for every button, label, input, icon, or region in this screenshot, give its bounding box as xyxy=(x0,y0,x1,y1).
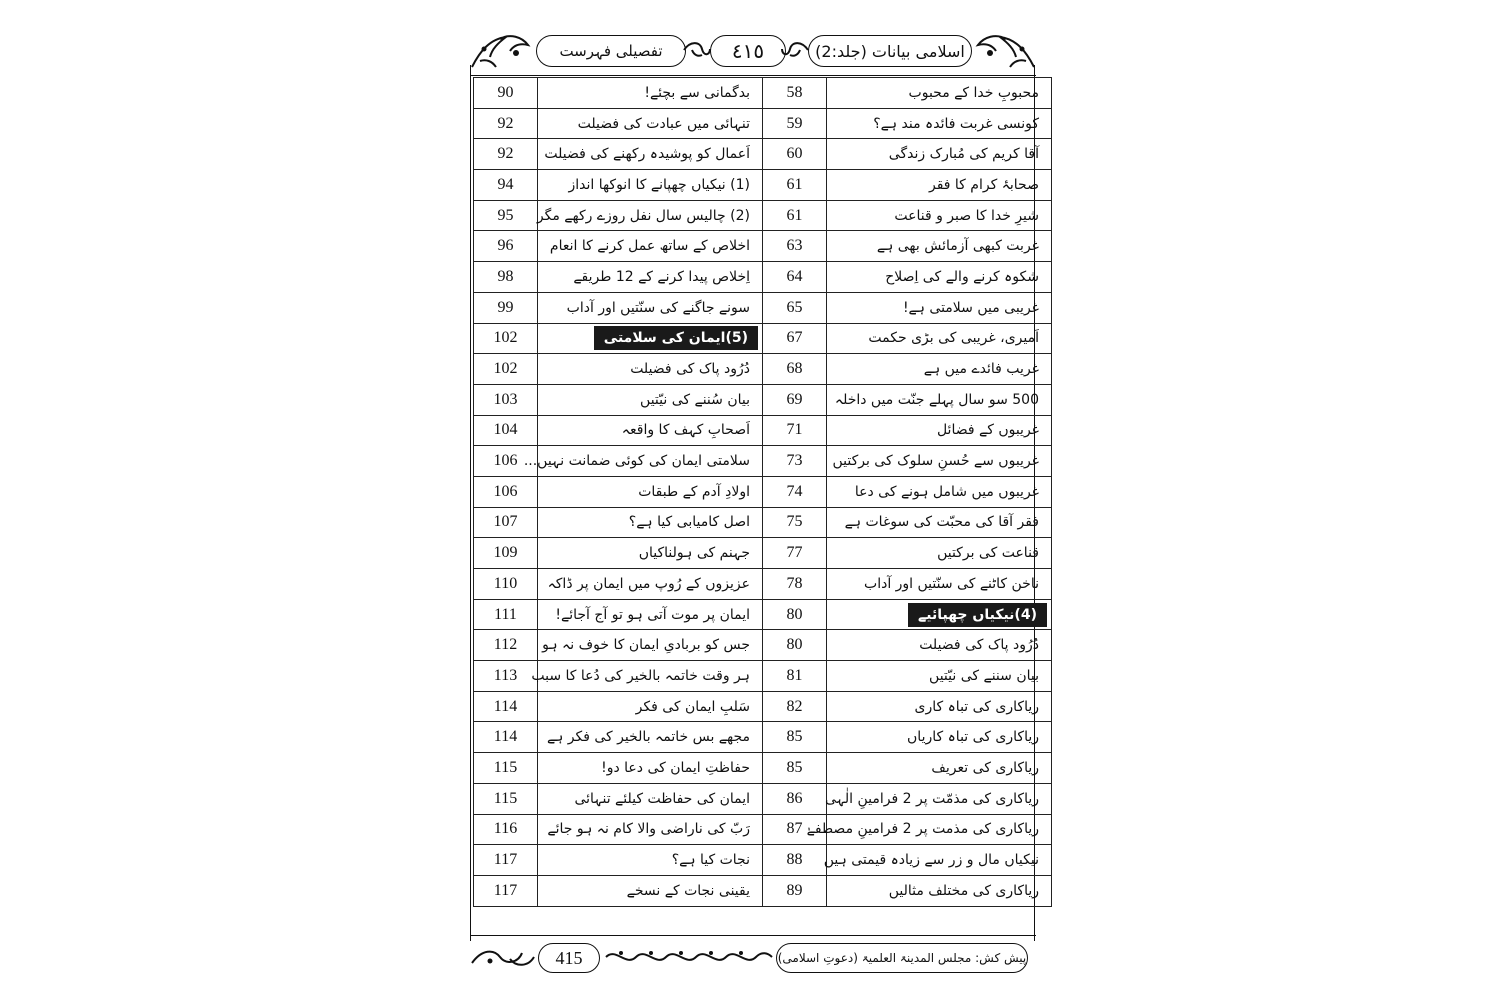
toc-page-number: 85 xyxy=(763,722,827,753)
toc-page-number: 99 xyxy=(474,292,538,323)
toc-page-number: 60 xyxy=(763,139,827,170)
toc-row xyxy=(474,661,1052,692)
toc-entry-title: سَلبِ ایمان کی فکر xyxy=(538,691,763,722)
toc-page-number: 96 xyxy=(474,231,538,262)
toc-entry-title: کونسی غربت فائدہ مند ہے؟ xyxy=(827,108,1052,139)
toc-page-number: 87 xyxy=(763,814,827,845)
toc-entry-title: دُرُود پاک کی فضیلت xyxy=(827,630,1052,661)
toc-row xyxy=(474,630,1052,661)
toc-page-number: 106 xyxy=(474,476,538,507)
toc-row xyxy=(474,476,1052,507)
toc-page-number: 61 xyxy=(763,170,827,201)
toc-page-number: 90 xyxy=(474,78,538,109)
toc-entry-title: حفاظتِ ایمان کی دعا دو! xyxy=(538,753,763,784)
toc-entry-title: اولادِ آدم کے طبقات xyxy=(538,476,763,507)
toc-entry-title: ریاکاری کی تعریف xyxy=(827,753,1052,784)
toc-entry-title: غریب فائدے میں ہے xyxy=(827,354,1052,385)
toc-row xyxy=(474,108,1052,139)
toc-entry-title: بیان سننے کی نیّتیں xyxy=(827,661,1052,692)
toc-row xyxy=(474,262,1052,293)
toc-row xyxy=(474,200,1052,231)
toc-page-number: 98 xyxy=(474,262,538,293)
toc-page-number: 82 xyxy=(763,691,827,722)
toc-row xyxy=(474,753,1052,784)
toc-entry-title: بدگمانی سے بچئے! xyxy=(538,78,763,109)
toc-entry-title: رَبّ کی ناراضی والا کام نہ ہو جائے xyxy=(538,814,763,845)
toc-row xyxy=(474,78,1052,109)
toc-page-number: 92 xyxy=(474,139,538,170)
toc-entry-title: صحابۂ کرام کا فقر xyxy=(827,170,1052,201)
toc-entry-title: شیرِ خدا کا صبر و قناعت xyxy=(827,200,1052,231)
toc-row xyxy=(474,691,1052,722)
toc-row xyxy=(474,875,1052,906)
toc-row xyxy=(474,231,1052,262)
footer-page-number: 415 xyxy=(538,943,600,973)
chapter-heading: (5)ایمان کی سلامتی xyxy=(594,326,758,350)
toc-entry-title: غربت کبھی آزمائش بھی ہے xyxy=(827,231,1052,262)
toc-row xyxy=(474,354,1052,385)
toc-row xyxy=(474,384,1052,415)
toc-entry-title: اَصحابِ کہف کا واقعہ xyxy=(538,415,763,446)
toc-entry-title: ریاکاری کی مذمت پر 2 فرامینِ مصطفےٰ xyxy=(827,814,1052,845)
toc-row xyxy=(474,569,1052,600)
toc-page-number: 95 xyxy=(474,200,538,231)
toc-entry-title: غریبوں کے فضائل xyxy=(827,415,1052,446)
toc-entry-title: آقا کریم کی مُبارک زندگی xyxy=(827,139,1052,170)
toc-page-number: 86 xyxy=(763,783,827,814)
toc-entry-title: فقر آقا کی محبّت کی سوغات ہے xyxy=(827,507,1052,538)
floral-ornament-icon xyxy=(974,31,1036,71)
toc-page-number: 58 xyxy=(763,78,827,109)
floral-ornament-icon xyxy=(470,943,536,971)
toc-page-number: 102 xyxy=(474,323,538,354)
toc-row xyxy=(474,446,1052,477)
toc-entry-title: غریبوں میں شامل ہونے کی دعا xyxy=(827,476,1052,507)
header-rule xyxy=(470,75,1036,76)
toc-entry-title: ریاکاری کی مختلف مثالیں xyxy=(827,875,1052,906)
toc-entry-title: جہنم کی ہولناکیاں xyxy=(538,538,763,569)
toc-page-number: 115 xyxy=(474,783,538,814)
toc-entry-title: 500 سو سال پہلے جنّت میں داخلہ xyxy=(827,384,1052,415)
frame-left-line xyxy=(470,65,471,941)
toc-page-number: 74 xyxy=(763,476,827,507)
toc-entry-title: شکوہ کرنے والے کی اِصلاح xyxy=(827,262,1052,293)
toc-row xyxy=(474,507,1052,538)
toc-page-number: 67 xyxy=(763,323,827,354)
toc-page-number: 64 xyxy=(763,262,827,293)
footer-rule xyxy=(470,935,1036,936)
toc-entry-title: بیان سُننے کی نیّتیں xyxy=(538,384,763,415)
toc-row xyxy=(474,415,1052,446)
toc-entry-title: اِخلاص پیدا کرنے کے 12 طریقے xyxy=(538,262,763,293)
toc-page-number: 103 xyxy=(474,384,538,415)
toc-entry-title: (1) نیکیاں چھپانے کا انوکھا انداز xyxy=(538,170,763,201)
toc-entry-title: قناعت کی برکتیں xyxy=(827,538,1052,569)
toc-page-number: 115 xyxy=(474,753,538,784)
toc-entry-title: سونے جاگنے کی سنّتیں اور آداب xyxy=(538,292,763,323)
toc-page-number: 111 xyxy=(474,599,538,630)
toc-row xyxy=(474,845,1052,876)
toc-row xyxy=(474,783,1052,814)
toc-page-number: 117 xyxy=(474,875,538,906)
toc-entry-title: تنہائی میں عبادت کی فضیلت xyxy=(538,108,763,139)
toc-entry-title: عزیزوں کے رُوپ میں ایمان پر ڈاکہ xyxy=(538,569,763,600)
toc-row xyxy=(474,170,1052,201)
toc-entry-title: اخلاص کے ساتھ عمل کرنے کا انعام xyxy=(538,231,763,262)
toc-page-number: 59 xyxy=(763,108,827,139)
toc-row xyxy=(474,814,1052,845)
toc-row xyxy=(474,323,1052,354)
toc-row xyxy=(474,292,1052,323)
toc-row xyxy=(474,599,1052,630)
toc-entry-title: دُرُود پاک کی فضیلت xyxy=(538,354,763,385)
toc-page-number: 65 xyxy=(763,292,827,323)
toc-page-number: 81 xyxy=(763,661,827,692)
toc-entry-title: نجات کیا ہے؟ xyxy=(538,845,763,876)
toc-page-number: 61 xyxy=(763,200,827,231)
toc-page-number: 89 xyxy=(763,875,827,906)
toc-page-number: 112 xyxy=(474,630,538,661)
chapter-heading: (4)نیکیاں چھپائیے xyxy=(908,603,1047,627)
toc-entry-title xyxy=(827,599,1052,630)
toc-page-number: 117 xyxy=(474,845,538,876)
book-page xyxy=(470,25,1039,975)
toc-entry-title: ریاکاری کی تباہ کاریاں xyxy=(827,722,1052,753)
toc-entry-title: جس کو بربادیِ ایمان کا خوف نہ ہو xyxy=(538,630,763,661)
toc-page-number: 73 xyxy=(763,446,827,477)
section-title: تفصیلی فہرست xyxy=(536,35,686,67)
toc-page-number: 88 xyxy=(763,845,827,876)
toc-page-number: 63 xyxy=(763,231,827,262)
toc-page-number: 80 xyxy=(763,599,827,630)
toc-entry-title: ایمان پر موت آتی ہو تو آج آجائے! xyxy=(538,599,763,630)
toc-entry-title: نیکیاں مال و زر سے زیادہ قیمتی ہیں xyxy=(827,845,1052,876)
book-title: اسلامی بیانات (جلد:2) xyxy=(808,35,972,67)
toc-entry-title: یقینی نجات کے نسخے xyxy=(538,875,763,906)
toc-page-number: 71 xyxy=(763,415,827,446)
page-footer xyxy=(470,935,1036,975)
toc-page-number: 68 xyxy=(763,354,827,385)
toc-entry-title: ناخن کاٹنے کی سنّتیں اور آداب xyxy=(827,569,1052,600)
toc-entry-title: سلامتی ایمان کی کوئی ضمانت نہیں... xyxy=(538,446,763,477)
toc-entry-title: ایمان کی حفاظت کیلئے تنہائی xyxy=(538,783,763,814)
toc-entry-title: اصل کامیابی کیا ہے؟ xyxy=(538,507,763,538)
toc-entry-title: (2) چالیس سال نفل روزے رکھے مگر xyxy=(538,200,763,231)
toc-page-number: 109 xyxy=(474,538,538,569)
toc-page-number: 104 xyxy=(474,415,538,446)
toc-entry-title: اَمیری، غریبی کی بڑی حکمت xyxy=(827,323,1052,354)
toc-entry-title: مجھے بس خاتمہ بالخیر کی فکر ہے xyxy=(538,722,763,753)
page-header xyxy=(470,25,1036,75)
toc-page-number: 114 xyxy=(474,722,538,753)
toc-entry-title: غریبی میں سلامتی ہے! xyxy=(827,292,1052,323)
scroll-ornament-icon xyxy=(682,37,712,63)
floral-ornament-icon xyxy=(470,31,532,71)
scroll-ornament-icon xyxy=(782,37,810,63)
toc-page-number: 114 xyxy=(474,691,538,722)
toc-row xyxy=(474,139,1052,170)
header-page-number: ٤١٥ xyxy=(710,35,786,67)
toc-page-number: 94 xyxy=(474,170,538,201)
toc-page-number: 110 xyxy=(474,569,538,600)
vine-ornament-icon xyxy=(604,945,774,969)
toc-page-number: 69 xyxy=(763,384,827,415)
toc-entry-title: ریاکاری کی تباہ کاری xyxy=(827,691,1052,722)
toc-page-number: 75 xyxy=(763,507,827,538)
toc-page-number: 85 xyxy=(763,753,827,784)
toc-row xyxy=(474,722,1052,753)
toc-entry-title: ریاکاری کی مذمّت پر 2 فرامینِ الٰہی xyxy=(827,783,1052,814)
toc-entry-title xyxy=(538,323,763,354)
toc-page-number: 102 xyxy=(474,354,538,385)
toc-entry-title: غریبوں سے حُسنِ سلوک کی برکتیں xyxy=(827,446,1052,477)
toc-row xyxy=(474,538,1052,569)
toc-page-number: 113 xyxy=(474,661,538,692)
toc-entry-title: محبوبِ خدا کے محبوب xyxy=(827,78,1052,109)
toc-page-number: 92 xyxy=(474,108,538,139)
toc-page-number: 78 xyxy=(763,569,827,600)
toc-page-number: 106 xyxy=(474,446,538,477)
toc-page-number: 107 xyxy=(474,507,538,538)
toc-page-number: 116 xyxy=(474,814,538,845)
publisher-credit: پیش کش: مجلس المدینۃ العلمیۃ (دعوتِ اسلامی) xyxy=(776,943,1028,973)
toc-page-number: 80 xyxy=(763,630,827,661)
toc-entry-title: ہر وقت خاتمہ بالخیر کی دُعا کا سبب xyxy=(538,661,763,692)
toc-page-number: 77 xyxy=(763,538,827,569)
toc-entry-title: اَعمال کو پوشیدہ رکھنے کی فضیلت xyxy=(538,139,763,170)
toc-table xyxy=(473,77,1052,907)
